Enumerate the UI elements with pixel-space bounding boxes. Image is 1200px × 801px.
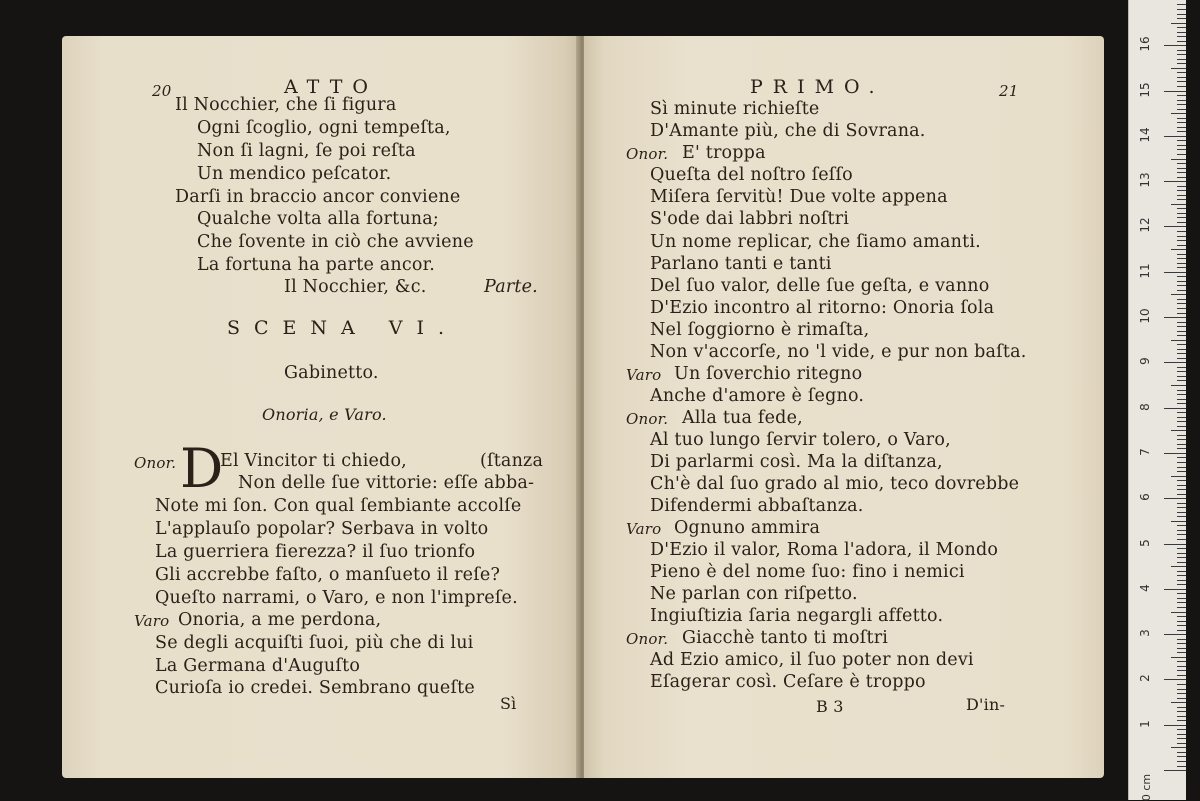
dialogue-line: Del ſuo valor, delle ſue geſta, e vanno xyxy=(650,276,990,296)
ruler-tick xyxy=(1177,118,1186,119)
ruler-tick xyxy=(1177,503,1186,504)
open-book xyxy=(62,36,1107,778)
verse-line: Ogni ſcoglio, ogni tempeſta, xyxy=(197,118,451,138)
ruler-tick xyxy=(1177,63,1186,64)
dialogue-line: Di parlarmi così. Ma la diſtanza, xyxy=(650,452,943,472)
ruler-tick xyxy=(1177,485,1186,486)
ruler-tick xyxy=(1177,313,1186,314)
ruler-tick xyxy=(1177,109,1186,110)
ruler-tick xyxy=(1177,190,1186,191)
ruler-tick xyxy=(1177,104,1186,105)
ruler-tick xyxy=(1171,566,1186,567)
ruler-tick xyxy=(1177,122,1186,123)
ruler-tick xyxy=(1164,317,1186,318)
left-page xyxy=(62,36,580,778)
ruler-tick xyxy=(1177,245,1186,246)
ruler-number: 16 xyxy=(1138,36,1152,52)
ruler-tick xyxy=(1177,716,1186,717)
ruler-tick xyxy=(1177,752,1186,753)
dialogue-line: Pieno è del nome ſuo: fino i nemici xyxy=(650,562,965,582)
ruler-tick xyxy=(1177,186,1186,187)
page-number-left: 20 xyxy=(152,82,172,100)
ruler-tick xyxy=(1177,439,1186,440)
dialogue-line: D'Ezio incontro al ritorno: Onoria ſola xyxy=(650,298,995,318)
ruler-tick xyxy=(1177,376,1186,377)
ruler-number: 14 xyxy=(1138,127,1152,143)
ruler-tick xyxy=(1164,544,1186,545)
ruler-tick xyxy=(1164,181,1186,182)
ruler-tick xyxy=(1171,340,1186,341)
ruler-tick xyxy=(1177,480,1186,481)
scene-setting: Gabinetto. xyxy=(284,363,379,383)
ruler-tick xyxy=(1177,766,1186,767)
drop-cap: D xyxy=(180,437,224,500)
verse-line: La fortuna ha parte ancor. xyxy=(197,255,436,275)
ruler-tick xyxy=(1177,263,1186,264)
ruler-tick xyxy=(1177,421,1186,422)
ruler-tick xyxy=(1164,226,1186,227)
ruler-tick xyxy=(1177,308,1186,309)
ruler-number: 1 xyxy=(1138,719,1152,728)
ruler-tick xyxy=(1164,362,1186,363)
ruler-tick xyxy=(1177,100,1186,101)
ruler-tick xyxy=(1177,557,1186,558)
ruler-tick xyxy=(1177,371,1186,372)
dialogue-line: La Germana d'Auguſto xyxy=(155,656,361,676)
ruler-tick xyxy=(1177,639,1186,640)
ruler-tick xyxy=(1164,136,1186,137)
ruler-tick xyxy=(1177,236,1186,237)
ruler-tick xyxy=(1177,276,1186,277)
ruler-tick xyxy=(1177,127,1186,128)
ruler-tick xyxy=(1177,172,1186,173)
ruler-number: 5 xyxy=(1138,538,1152,547)
ruler-tick xyxy=(1164,45,1186,46)
ruler-tick xyxy=(1171,702,1186,703)
dialogue-line: D'Ezio il valor, Roma l'adora, il Mondo xyxy=(650,540,999,560)
ruler-tick xyxy=(1177,494,1186,495)
speaker-label: Onor. xyxy=(626,410,669,428)
ruler-tick xyxy=(1177,163,1186,164)
ruler-tick xyxy=(1177,27,1186,28)
ruler-tick xyxy=(1171,23,1186,24)
ruler-tick xyxy=(1177,14,1186,15)
ruler-tick xyxy=(1171,430,1186,431)
ruler-tick xyxy=(1177,457,1186,458)
ruler-tick xyxy=(1177,607,1186,608)
ruler-tick xyxy=(1177,525,1186,526)
ruler-tick xyxy=(1177,290,1186,291)
ruler-tick xyxy=(1177,571,1186,572)
ruler-tick xyxy=(1177,240,1186,241)
verse-line: Il Nocchier, che ſi figura xyxy=(175,95,397,115)
ruler-tick xyxy=(1177,222,1186,223)
verse-line: Un mendico peſcator. xyxy=(197,164,392,184)
ruler-tick xyxy=(1177,394,1186,395)
ruler-tick xyxy=(1177,417,1186,418)
ruler-tick xyxy=(1177,145,1186,146)
ruler-number: 7 xyxy=(1138,448,1152,456)
ruler-tick xyxy=(1177,471,1186,472)
speaker-label: Onor. xyxy=(626,630,669,648)
ruler-tick xyxy=(1177,217,1186,218)
ruler-tick xyxy=(1177,81,1186,82)
dialogue-line: Parlano tanti e tanti xyxy=(650,254,832,274)
ruler-tick xyxy=(1177,177,1186,178)
ruler-tick xyxy=(1177,168,1186,169)
ruler-tick xyxy=(1177,625,1186,626)
ruler-tick xyxy=(1164,679,1186,680)
ruler-tick xyxy=(1177,539,1186,540)
ruler-tick xyxy=(1177,621,1186,622)
ruler-tick xyxy=(1177,738,1186,739)
dialogue-line: Curioſa io credei. Sembrano queſte xyxy=(155,678,475,698)
dialogue-line: Un nome replicar, che ſiamo amanti. xyxy=(650,232,981,252)
ruler-tick xyxy=(1177,426,1186,427)
dialogue-line: Giacchè tanto ti moſtri xyxy=(682,628,889,648)
ruler-tick xyxy=(1177,602,1186,603)
ruler-tick xyxy=(1177,435,1186,436)
measuring-ruler xyxy=(1128,0,1186,800)
catchword-left: Sì xyxy=(500,694,517,713)
ruler-tick xyxy=(1177,711,1186,712)
dialogue-line: D'Amante più, che di Sovrana. xyxy=(650,121,926,141)
ruler-tick xyxy=(1171,68,1186,69)
ruler-number: 3 xyxy=(1138,629,1152,637)
ruler-tick xyxy=(1177,761,1186,762)
dialogue-line: Queſto narrami, o Varo, e non l'impreſe. xyxy=(155,588,518,608)
dialogue-line: E' troppa xyxy=(682,143,766,163)
ruler-tick xyxy=(1171,294,1186,295)
dialogue-line: Ne parlan con riſpetto. xyxy=(650,584,858,604)
ruler-tick xyxy=(1177,50,1186,51)
ruler-tick xyxy=(1177,575,1186,576)
ruler-tick xyxy=(1177,32,1186,33)
ruler-tick xyxy=(1177,344,1186,345)
ruler-tick xyxy=(1177,299,1186,300)
dialogue-line: Onoria, a me perdona, xyxy=(178,610,382,630)
ruler-tick xyxy=(1177,652,1186,653)
dialogue-line: Ad Ezio amico, il ſuo poter non devi xyxy=(650,650,974,670)
ruler-tick xyxy=(1171,204,1186,205)
ruler-tick xyxy=(1177,593,1186,594)
ruler-tick xyxy=(1177,630,1186,631)
dialogue-line: Sì minute richieſte xyxy=(650,99,820,119)
dialogue-line: Eſagerar così. Ceſare è troppo xyxy=(650,672,926,692)
ruler-number: 4 xyxy=(1138,583,1152,592)
ruler-tick xyxy=(1177,507,1186,508)
ruler-tick xyxy=(1177,648,1186,649)
ruler-tick xyxy=(1177,698,1186,699)
ruler-number: 2 xyxy=(1138,674,1152,683)
ruler-number: 9 xyxy=(1138,357,1152,366)
verse-line: Il Nocchier, &c. xyxy=(284,277,427,297)
right-page xyxy=(584,36,1104,778)
dialogue-line: Miſera ſervitù! Due volte appena xyxy=(650,187,948,207)
stage-direction: Parte. xyxy=(484,277,538,297)
ruler-tick xyxy=(1177,358,1186,359)
ruler-tick xyxy=(1177,530,1186,531)
dialogue-line-tail: (ſtanza xyxy=(480,451,544,471)
ruler-tick xyxy=(1177,553,1186,554)
ruler-tick xyxy=(1177,41,1186,42)
verse-line: Darſi in braccio ancor conviene xyxy=(175,187,461,207)
ruler-tick xyxy=(1177,661,1186,662)
ruler-tick xyxy=(1177,95,1186,96)
dialogue-line: Queſta del noſtro ſeſſo xyxy=(650,165,853,185)
ruler-tick xyxy=(1177,462,1186,463)
ruler-tick xyxy=(1177,562,1186,563)
ruler-tick xyxy=(1177,743,1186,744)
ruler-tick xyxy=(1177,399,1186,400)
verse-line: Qualche volta alla fortuna; xyxy=(197,209,439,229)
ruler-tick xyxy=(1177,734,1186,735)
ruler-tick xyxy=(1177,254,1186,255)
ruler-tick xyxy=(1177,281,1186,282)
ruler-tick xyxy=(1171,159,1186,160)
ruler-tick xyxy=(1177,584,1186,585)
ruler-tick xyxy=(1177,72,1186,73)
dialogue-line: Difendermi abbaſtanza. xyxy=(650,496,864,516)
ruler-tick xyxy=(1177,548,1186,549)
dialogue-line: Anche d'amore è ſegno. xyxy=(650,386,865,406)
ruler-tick xyxy=(1177,322,1186,323)
ruler-tick xyxy=(1171,476,1186,477)
ruler-tick xyxy=(1177,353,1186,354)
dialogue-line: Alla tua fede, xyxy=(682,408,803,428)
ruler-tick xyxy=(1177,729,1186,730)
ruler-number: 15 xyxy=(1138,81,1152,98)
ruler-tick xyxy=(1177,154,1186,155)
speaker-label: Varo xyxy=(626,520,662,538)
ruler-tick xyxy=(1177,335,1186,336)
ruler-tick xyxy=(1177,267,1186,268)
ruler-tick xyxy=(1177,390,1186,391)
ruler-tick xyxy=(1177,616,1186,617)
verse-line: Che ſovente in ciò che avviene xyxy=(197,232,474,252)
ruler-tick xyxy=(1177,195,1186,196)
ruler-tick xyxy=(1177,199,1186,200)
dialogue-line: Note mi ſon. Con qual ſembiante accolſe xyxy=(155,496,522,516)
ruler-tick xyxy=(1177,516,1186,517)
ruler-unit-label: 0 cm xyxy=(1140,773,1154,801)
ruler-tick xyxy=(1171,385,1186,386)
ruler-tick xyxy=(1177,213,1186,214)
ruler-number: 10 xyxy=(1138,308,1152,324)
ruler-tick xyxy=(1164,453,1186,454)
ruler-tick xyxy=(1177,707,1186,708)
ruler-tick xyxy=(1177,684,1186,685)
ruler-tick xyxy=(1177,77,1186,78)
ruler-tick xyxy=(1164,498,1186,499)
dialogue-line: Se degli acquiſti ſuoi, più che di lui xyxy=(155,633,474,653)
ruler-tick xyxy=(1177,448,1186,449)
ruler-tick xyxy=(1177,720,1186,721)
ruler-tick xyxy=(1177,326,1186,327)
running-head-left: ATTO xyxy=(284,76,378,98)
page-number-right: 21 xyxy=(999,82,1019,100)
dialogue-line: La guerriera fierezza? il ſuo trionfo xyxy=(155,542,476,562)
ruler-number: 6 xyxy=(1138,493,1152,502)
ruler-tick xyxy=(1177,18,1186,19)
ruler-tick xyxy=(1177,54,1186,55)
dialogue-line: Non v'accorſe, no 'l vide, e pur non baſta. xyxy=(650,342,1027,362)
ruler-number: 13 xyxy=(1138,172,1152,188)
ruler-tick xyxy=(1177,349,1186,350)
running-head-right: PRIMO. xyxy=(750,76,885,98)
ruler-number: 12 xyxy=(1138,217,1152,234)
ruler-tick xyxy=(1177,36,1186,37)
ruler-tick xyxy=(1177,140,1186,141)
ruler-tick xyxy=(1177,9,1186,10)
ruler-tick xyxy=(1177,258,1186,259)
ruler-tick xyxy=(1177,231,1186,232)
ruler-tick xyxy=(1177,670,1186,671)
ruler-tick xyxy=(1177,467,1186,468)
ruler-tick xyxy=(1164,589,1186,590)
signature-mark: B 3 xyxy=(816,697,844,716)
ruler-tick xyxy=(1177,693,1186,694)
ruler-tick xyxy=(1177,331,1186,332)
ruler-tick xyxy=(1177,444,1186,445)
ruler-tick xyxy=(1164,272,1186,273)
ruler-tick xyxy=(1177,380,1186,381)
speaker-label: Varo xyxy=(134,612,170,630)
ruler-tick xyxy=(1177,643,1186,644)
ruler-tick xyxy=(1177,149,1186,150)
dialogue-line: Nel ſoggiorno è rimaſta, xyxy=(650,320,870,340)
ruler-tick xyxy=(1177,534,1186,535)
dialogue-line: L'applauſo popolar? Serbava in volto xyxy=(155,519,489,539)
dialogue-line: Ch'è dal ſuo grado al mio, teco dovrebbe xyxy=(650,474,1020,494)
dialogue-line: Ognuno ammira xyxy=(674,518,821,538)
ruler-tick xyxy=(1177,59,1186,60)
ruler-tick xyxy=(1171,249,1186,250)
catchword-right: D'in- xyxy=(966,695,1006,714)
speaker-label: Varo xyxy=(626,366,662,384)
ruler-tick xyxy=(1177,598,1186,599)
verse-line: Non ſi lagni, ſe poi reſta xyxy=(197,141,416,161)
scene-heading: SCENA VI. xyxy=(227,317,459,339)
ruler-tick xyxy=(1177,489,1186,490)
ruler-tick xyxy=(1177,303,1186,304)
ruler-tick xyxy=(1171,612,1186,613)
ruler-tick xyxy=(1177,4,1186,5)
ruler-tick xyxy=(1177,285,1186,286)
ruler-tick xyxy=(1177,666,1186,667)
dialogue-line: Al tuo lungo ſervir tolero, o Varo, xyxy=(650,430,951,450)
ruler-tick xyxy=(1164,725,1186,726)
ruler-number: 11 xyxy=(1138,263,1152,279)
ruler-tick xyxy=(1171,657,1186,658)
ruler-tick xyxy=(1177,403,1186,404)
ruler-tick xyxy=(1177,512,1186,513)
ruler-tick xyxy=(1177,675,1186,676)
ruler-tick xyxy=(1164,634,1186,635)
ruler-tick xyxy=(1164,91,1186,92)
dialogue-line: Ingiuſtizia ſaria negargli affetto. xyxy=(650,606,944,626)
speaker-label: Onor. xyxy=(626,145,669,163)
ruler-tick xyxy=(1164,408,1186,409)
ruler-tick xyxy=(1171,113,1186,114)
ruler-tick xyxy=(1177,131,1186,132)
speaker-label: Onor. xyxy=(134,454,177,472)
ruler-tick xyxy=(1177,412,1186,413)
dialogue-line: Un ſoverchio ritegno xyxy=(674,364,863,384)
dialogue-line: El Vincitor ti chiedo, xyxy=(220,451,407,471)
ruler-tick xyxy=(1177,86,1186,87)
ruler-tick xyxy=(1171,747,1186,748)
ruler-tick xyxy=(1164,770,1186,771)
dialogue-line: Non delle ſue vittorie: eſſe abba- xyxy=(238,473,535,493)
ruler-tick xyxy=(1177,689,1186,690)
dialogue-line: Gli accrebbe faſto, o manſueto il reſe? xyxy=(155,565,501,585)
ruler-number: 8 xyxy=(1138,402,1152,411)
dialogue-line: S'ode dai labbri noſtri xyxy=(650,209,850,229)
ruler-tick xyxy=(1177,756,1186,757)
ruler-tick xyxy=(1177,367,1186,368)
character-list: Onoria, e Varo. xyxy=(262,405,387,424)
ruler-tick xyxy=(1177,580,1186,581)
ruler-tick xyxy=(1177,208,1186,209)
ruler-tick xyxy=(1171,521,1186,522)
